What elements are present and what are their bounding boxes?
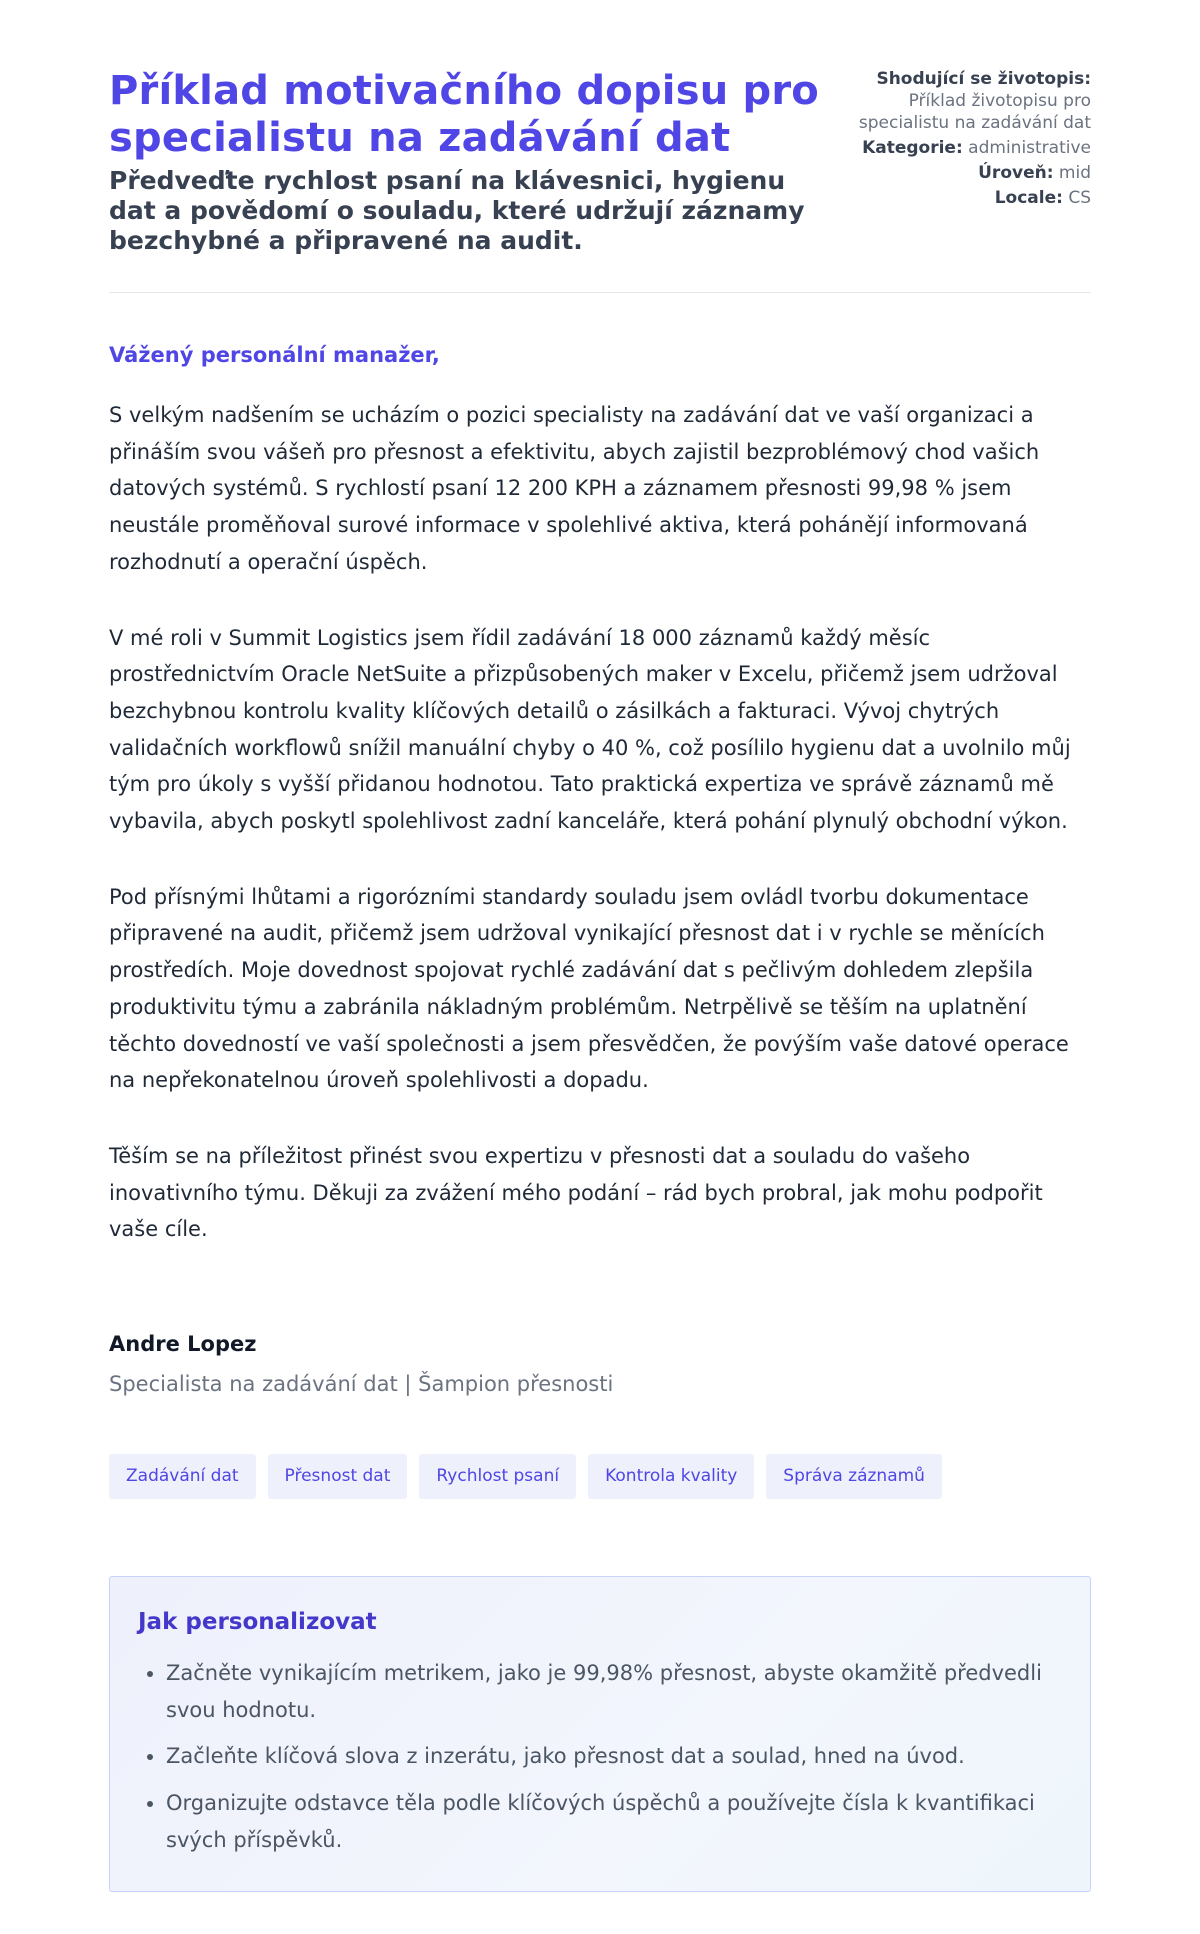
tip-item: • Začleňte klíčová slova z inzerátu, jako přesnost dat a soulad, hned na úvod. <box>166 1738 1062 1775</box>
letter-paragraph: V mé roli v Summit Logistics jsem řídil zadávání 18 000 záznamů každý měsíc prostřednictvím Oracle NetSuite a přizpůsobených maker v Excelu, přičemž jsem udržoval bezchybnou kontrolu kvality klíčových detailů o zásilkách a fakturaci. Vývoj chytrých validačních workflowů snížil manuální chyby o 40 %, což posílilo hygienu dat a uvolnilo můj tým pro úkoly s vyšší přidanou hodnotou. Tato praktická expertiza ve správě záznamů mě vybavila, abych poskytl spolehlivost zadní kanceláře, která pohání plynulý obchodní výkon. <box>109 625 1071 834</box>
skill-tag: Správa záznamů <box>766 1454 942 1499</box>
meta-locale-value: CS <box>1068 188 1091 208</box>
tips-list <box>138 1655 1062 1859</box>
meta-level <box>851 162 1091 184</box>
meta-category-value: administrative <box>968 138 1091 158</box>
page-header <box>109 0 1091 256</box>
letter-greeting: Vážený personální manažer, <box>109 343 440 367</box>
skill-tag: Přesnost dat <box>268 1454 408 1499</box>
skill-tags <box>109 1454 1091 1499</box>
meta-category-label: Kategorie: <box>862 138 963 158</box>
letter-paragraph: S velkým nadšením se ucházím o pozici specialisty na zadávání dat ve vaší organizaci a přináším svou vášeň pro přesnost a efektivitu, abych zajistil bezproblémový chod vašich datových systémů. S rychlostí psaní 12 200 KPH a záznamem přesnosti 99,98 % jsem neustále proměňoval surové informace v spolehlivé aktiva, která pohánějí informovaná rozhodnutí a operační úspěch. <box>109 403 1040 574</box>
tips-title: Jak personalizovat <box>138 1609 377 1636</box>
signature-role: Specialista na zadávání dat | Šampion přesnosti <box>109 1372 614 1397</box>
letter-paragraph: Těším se na příležitost přinést svou expertizu v přesnosti dat a souladu do vašeho inovativního týmu. Děkuji za zvážení mého podání – rád bych probral, jak mohu podpořit vaše cíle. <box>109 1143 1043 1242</box>
page-title: Příklad motivačního dopisu pro specialistu na zadávání dat <box>109 68 819 161</box>
meta-category <box>851 137 1091 159</box>
signature-name: Andre Lopez <box>109 1332 257 1357</box>
letter-paragraph: Pod přísnými lhůtami a rigorózními standardy souladu jsem ovládl tvorbu dokumentace připravené na audit, přičemž jsem udržoval vynikající přesnost dat i v rychle se měnících prostředích. Moje dovednost spojovat rychlé zadávání dat s pečlivým dohledem zlepšila produktivitu týmu a zabránila nákladným problémům. Netrpělivě se těším na uplatnění těchto dovedností ve vaší společnosti a jsem přesvědčen, že povýším vaše datové operace na nepřekonatelnou úroveň spolehlivosti a dopadu. <box>109 884 1069 1093</box>
meta-resume-label: Shodující se životopis: <box>876 69 1091 89</box>
meta-panel <box>851 68 1091 212</box>
meta-resume <box>851 68 1091 134</box>
page-subtitle: Předveďte rychlost psaní na klávesnici, hygienu dat a povědomí o souladu, které udržují záznamy bezchybné a připravené na audit. <box>109 166 805 255</box>
tip-item: • Organizujte odstavce těla podle klíčových úspěchů a používejte čísla k kvantifikaci svých příspěvků. <box>166 1785 1062 1858</box>
meta-locale-label: Locale: <box>994 188 1063 208</box>
skill-tag: Kontrola kvality <box>588 1454 754 1499</box>
skill-tag: Rychlost psaní <box>419 1454 576 1499</box>
header-divider <box>109 292 1091 293</box>
personalization-tips <box>109 1576 1091 1892</box>
tip-item: • Začněte vynikajícím metrikem, jako je 99,98% přesnost, abyste okamžitě předvedli svou hodnotu. <box>166 1655 1062 1728</box>
meta-resume-value[interactable]: Příklad životopisu pro specialistu na zadávání dat <box>858 91 1091 133</box>
skill-tag: Zadávání dat <box>109 1454 256 1499</box>
meta-level-value: mid <box>1058 163 1091 183</box>
header-titles <box>109 68 839 256</box>
meta-level-label: Úroveň: <box>978 163 1054 183</box>
meta-locale <box>851 187 1091 209</box>
